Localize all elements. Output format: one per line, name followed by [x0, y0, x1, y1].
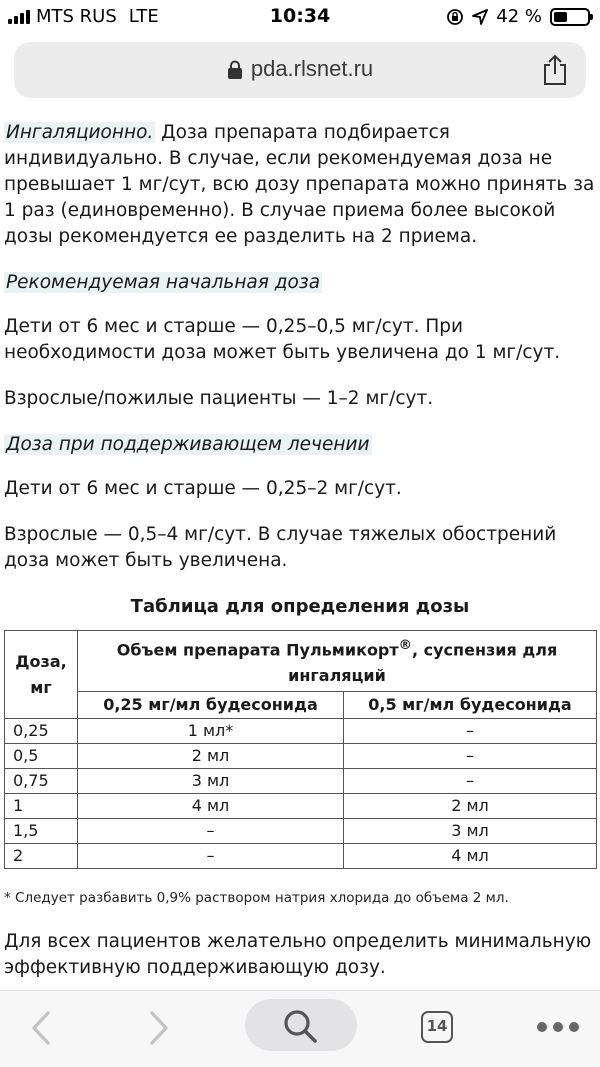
intro-paragraph [4, 120, 596, 250]
table-header-dose: Доза, мг [5, 631, 78, 719]
table-header-volume [78, 631, 597, 692]
volume-05-cell: – [343, 769, 596, 794]
tabs-button[interactable] [421, 1011, 453, 1043]
location-icon [472, 9, 488, 25]
share-icon[interactable] [542, 54, 568, 86]
table-subheader-05: 0,5 мг/мл будесонида [343, 692, 596, 719]
address-bar[interactable] [14, 42, 586, 98]
table-row [5, 794, 597, 819]
volume-025-cell: – [78, 819, 344, 844]
table-row [5, 844, 597, 869]
volume-025-cell: 1 мл* [78, 719, 344, 744]
table-row [5, 819, 597, 844]
volume-05-cell: – [343, 744, 596, 769]
intro-text: Доза препарата подбирается индивидуально. В случае, если рекомендуемая доза не превышает 1 мг/сут, всю дозу препарата можно принять за 1 раз (единовременно). В случае приема более высокой дозы рекомендуется ее разделить на 2 приема. [4, 122, 595, 247]
status-bar [0, 0, 600, 34]
final-paragraph: Для всех пациентов желательно определить минимальную эффективную поддерживающую дозу. [4, 931, 592, 979]
footnote: * Следует разбавить 0,9% раствором натрия хлорида до объема 2 мл. [4, 890, 509, 907]
carrier-name: MTS RUS [36, 6, 117, 27]
lock-icon [227, 60, 243, 80]
dose-table [4, 630, 597, 869]
volume-025-cell: 3 мл [78, 769, 344, 794]
volume-025-cell: – [78, 844, 344, 869]
table-header-volume-suffix: , суспензия для ингаляций [288, 640, 558, 686]
maint-adults-text: Взрослые — 0,5–4 мг/сут. В случае тяжелых обострений доза может быть увеличена. [4, 524, 557, 571]
volume-025-cell: 2 мл [78, 744, 344, 769]
battery-percent: 42 % [496, 6, 542, 27]
tab-count: 14 [426, 1017, 448, 1035]
volume-025-cell: 4 мл [78, 794, 344, 819]
status-time: 10:34 [269, 5, 331, 27]
dose-cell: 2 [5, 844, 78, 869]
table-row [5, 744, 597, 769]
start-adults-text: Взрослые/пожилые пациенты — 1–2 мг/сут. [4, 388, 434, 409]
back-icon[interactable] [28, 1009, 54, 1047]
volume-05-cell: 4 мл [343, 844, 596, 869]
search-icon [281, 1007, 321, 1045]
start-children-text: Дети от 6 мес и старше — 0,25–0,5 мг/сут. При необходимости доза может быть увеличена до 1 мг/сут. [4, 316, 561, 363]
table-header-volume-text: Объем препарата Пульмикорт [116, 640, 399, 660]
dose-cell: 0,5 [5, 744, 78, 769]
heading-start-dose [4, 270, 596, 296]
heading-start-dose-text: Рекомендуемая начальная доза [6, 272, 321, 293]
orientation-lock-icon [446, 8, 464, 26]
table-row [5, 769, 597, 794]
heading-maintenance-dose-text: Доза при поддерживающем лечении [6, 434, 370, 455]
maint-children-text: Дети от 6 мес и старше — 0,25–2 мг/сут. [4, 478, 402, 499]
dose-cell: 0,25 [5, 719, 78, 744]
more-icon[interactable] [536, 1021, 580, 1033]
table-subheader-025: 0,25 мг/мл будесонида [78, 692, 344, 719]
url-display[interactable] [14, 56, 586, 82]
network-type: LTE [128, 6, 159, 27]
status-right [446, 6, 590, 27]
article-content [4, 120, 596, 1001]
search-button[interactable] [245, 999, 357, 1051]
browser-toolbar [0, 990, 600, 1067]
intro-label: Ингаляционно. [6, 122, 154, 143]
forward-icon[interactable] [146, 1009, 172, 1047]
url-text: pda.rlsnet.ru [250, 56, 374, 81]
dose-cell: 0,75 [5, 769, 78, 794]
volume-05-cell: – [343, 719, 596, 744]
battery-icon [550, 8, 590, 26]
dose-cell: 1 [5, 794, 78, 819]
dose-cell: 1,5 [5, 819, 78, 844]
registered-mark: ® [398, 638, 412, 653]
volume-05-cell: 2 мл [343, 794, 596, 819]
dose-table-body [5, 719, 597, 869]
heading-maintenance-dose [4, 432, 596, 458]
table-title: Таблица для определения дозы [130, 596, 470, 617]
volume-05-cell: 3 мл [343, 819, 596, 844]
table-row [5, 719, 597, 744]
